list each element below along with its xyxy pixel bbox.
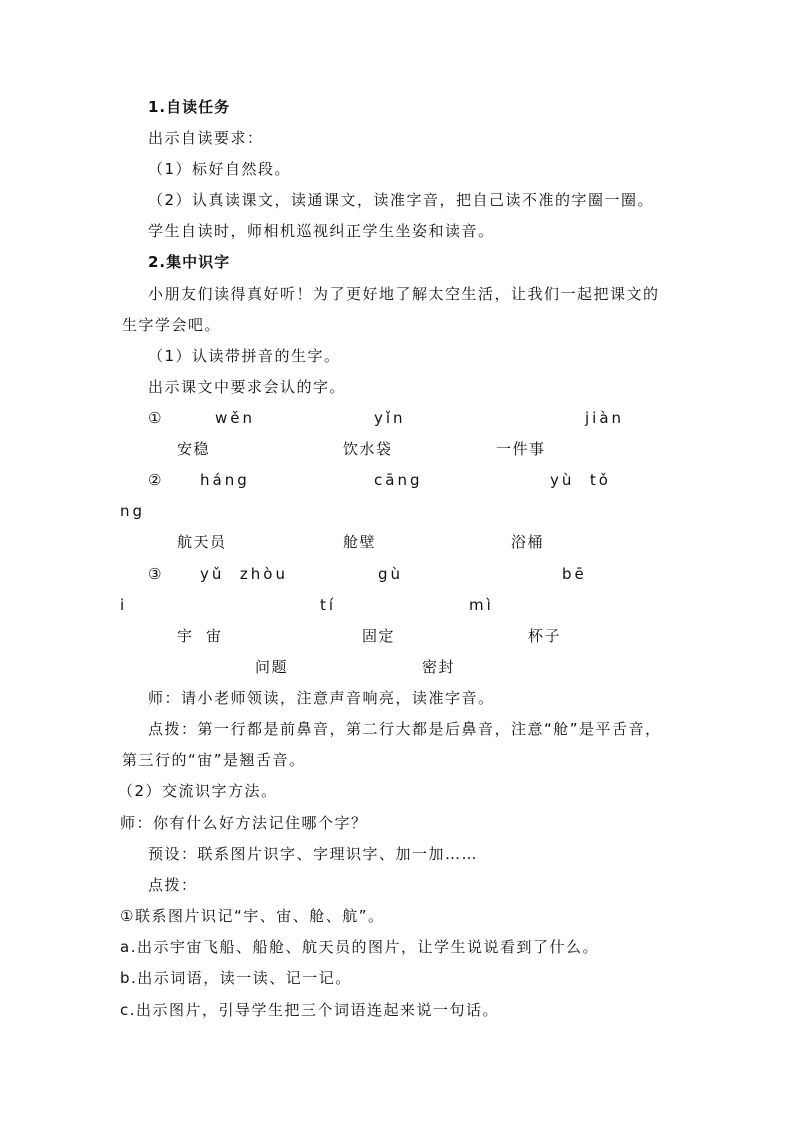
- section-heading-self-reading: 1.自读任务: [148, 98, 231, 116]
- paragraph: 师：请小老师领读，注意声音响亮，读准字音。: [148, 689, 495, 707]
- vocab-word: 问题: [255, 658, 289, 676]
- paragraph: 小朋友们读得真好听！为了更好地了解太空生活，让我们一起把课文的: [148, 285, 660, 303]
- row-number: ③: [148, 565, 163, 583]
- paragraph: 学生自读时，师相机巡视纠正学生坐姿和读音。: [148, 222, 495, 240]
- paragraph: 点拨：第一行都是前鼻音，第二行大都是后鼻音，注意“舱”是平舌音，: [148, 720, 662, 738]
- paragraph: 出示课文中要求会认的字。: [148, 378, 347, 396]
- vocab-word: 杯子: [528, 627, 562, 645]
- pinyin: jiàn: [585, 409, 625, 427]
- paragraph: 第三行的“宙”是翘舌音。: [122, 751, 306, 769]
- vocab-word: 舱壁: [343, 533, 377, 551]
- vocab-word: 安稳: [177, 440, 211, 458]
- paragraph: 生字学会吧。: [122, 316, 222, 334]
- paragraph: （1）认读带拼音的生字。: [148, 347, 341, 365]
- pinyin: yǐn: [374, 409, 406, 427]
- vocab-word: 浴桶: [511, 533, 545, 551]
- pinyin: mì: [469, 596, 494, 614]
- vocab-word: 一件事: [496, 440, 546, 458]
- pinyin: bē: [562, 565, 587, 583]
- paragraph: ①联系图片识记“宇、宙、舱、航”。: [120, 907, 385, 925]
- paragraph: a.出示宇宙飞船、船舱、航天员的图片，让学生说说看到了什么。: [120, 938, 599, 956]
- pinyin: wěn: [215, 409, 256, 427]
- vocab-word: 密封: [422, 658, 456, 676]
- paragraph: c.出示图片，引导学生把三个词语连起来说一句话。: [120, 1001, 500, 1019]
- pinyin-wrap: i: [120, 596, 128, 614]
- vocab-word: 饮水袋: [343, 440, 393, 458]
- paragraph: （2）认真读课文，读通课文，读准字音，把自己读不准的字圈一圈。: [148, 191, 655, 209]
- paragraph: 出示自读要求：: [148, 129, 264, 147]
- pinyin: tí: [320, 596, 337, 614]
- paragraph: b.出示词语，读一读、记一记。: [120, 969, 352, 987]
- paragraph: （1）标好自然段。: [148, 160, 292, 178]
- pinyin: gù: [378, 565, 404, 583]
- pinyin: háng: [200, 471, 250, 489]
- row-number: ②: [148, 471, 163, 489]
- vocab-word: 宇 宙: [177, 627, 223, 645]
- paragraph: 师：你有什么好方法记住哪个字？: [120, 814, 368, 832]
- section-heading-character-recognition: 2.集中识字: [148, 253, 231, 271]
- pinyin: yù tǒ: [550, 471, 611, 489]
- pinyin: yǔ zhòu: [200, 565, 288, 583]
- vocab-word: 固定: [362, 627, 396, 645]
- row-number: ①: [148, 409, 163, 427]
- pinyin: cāng: [374, 471, 423, 489]
- paragraph: 预设：联系图片识字、字理识字、加一加……: [148, 845, 479, 863]
- pinyin-wrap: ng: [120, 502, 146, 520]
- paragraph: （2）交流识字方法。: [118, 782, 278, 800]
- paragraph: 点拨：: [148, 876, 198, 894]
- vocab-word: 航天员: [177, 533, 227, 551]
